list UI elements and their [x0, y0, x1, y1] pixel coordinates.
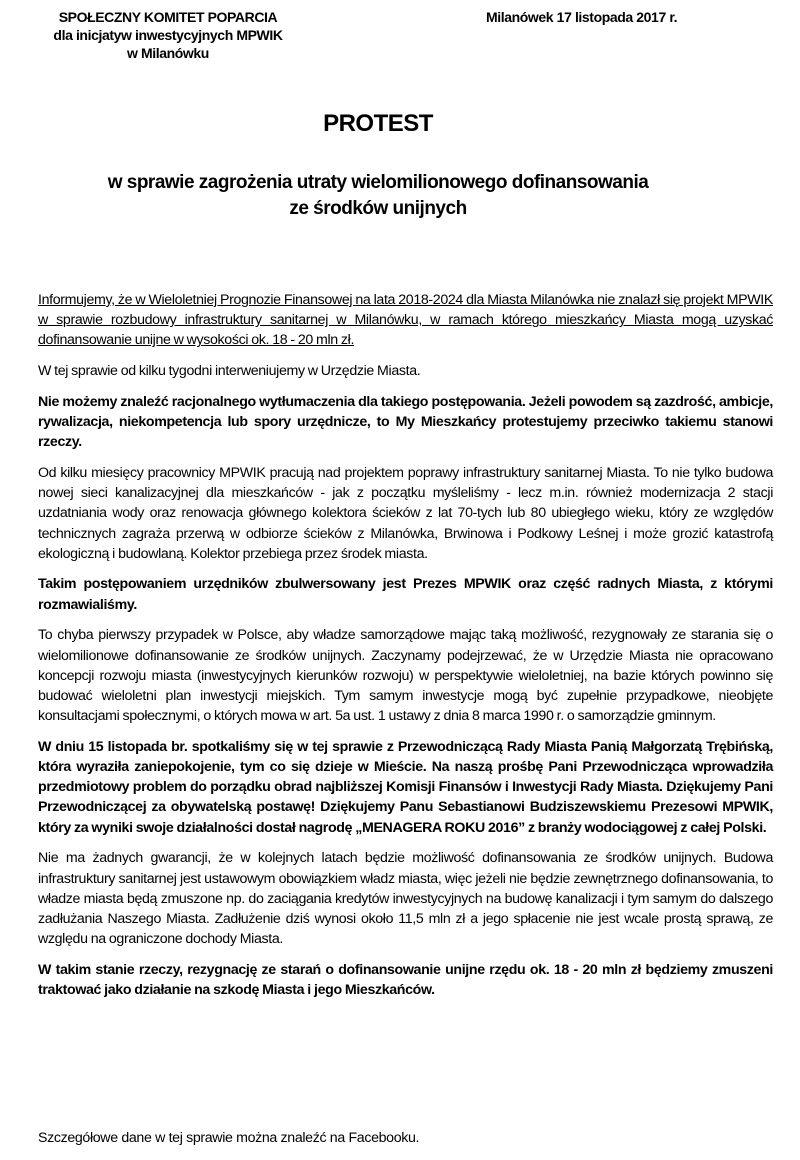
paragraph-first-case: To chyba pierwszy przypadek w Polsce, aby władze samorządowe mając taką możliwość, rezygnowały ze starania się o wielomilionowe dofinansowanie ze środków unijnych. Zaczynamy podejrzewać, że w Urzędzie Miasta nie opracowano koncepcji rozwoju miasta (inwestycyjnych kierunków rozwoju) w perspektywie wieloletniej, na bazie których powinno się budować wieloletni plan inwestycji miejskich. Tym samym inwestycje mogą być zupełnie przypadkowe, nieobjęte konsultacjami społecznymi, o których mowa w art. 5a ust. 1 ustawy z dnia 8 marca 1990 r. o samorządzie gminnym.	[38, 627, 773, 725]
organization-header	[28, 8, 308, 62]
paragraph-project: Od kilku miesięcy pracownicy MPWIK pracują nad projektem poprawy infrastruktury sanitarnej Miasta. To nie tylko budowa nowej sieci kanalizacyjnej dla mieszkańców - jak z początku myśleliśmy - lecz m.in. również modernizacja 2 stacji uzdatniania wody oraz renowacja głównego kolektora ścieków z lat 70-tych lub 80 ubiegłego wieku, który ze względów technicznych zagraża przerwą w odbiorze ścieków z Milanówka, Brwinowa i Podkowy Leśnej i może grozić katastrofą ekologiczną i budowlaną. Kolektor przebiega przez środek miasta.	[38, 464, 773, 562]
paragraph-intervention: W tej sprawie od kilku tygodni interweniujemy w Urzędzie Miasta.	[38, 363, 421, 380]
document-date: Milanówek 17 listopada 2017 r.	[486, 9, 678, 25]
org-subtitle: dla inicjatyw inwestycyjnych MPWIK	[53, 27, 283, 43]
paragraph-meeting: W dniu 15 listopada br. spotkaliśmy się w tej sprawie z Przewodniczącą Rady Miasta Panią Małgorzatą Trębińską, która wyraziła zaniepokojenie, tym co się dzieje w Mieście. Na naszą prośbę Pani Przewodnicząca wprowadziła przedmiotowy problem do porządku obrad najbliższej Komisji Finansów i Inwestycji Rady Miasta. Dziękujemy Pani Przewodniczącej za obywatelską postawę! Dziękujemy Panu Sebastianowi Budziszewskiemu Prezesowi MPWIK, który za wyniki swoje działalności dostał nagrodę „MENAGERA ROKU 2016” z branży wodociągowej z całej Polski.	[38, 738, 773, 836]
document-footer: Szczegółowe dane w tej sprawie można znaleźć na Facebooku.	[38, 1130, 420, 1146]
org-name: SPOŁECZNY KOMITET POPARCIA	[58, 9, 278, 25]
paragraph-protest: Nie możemy znaleźć racjonalnego wytłumaczenia dla takiego postępowania. Jeżeli powodem są zazdrość, ambicje, rywalizacja, niekompetencja lub spory urzędnicze, to My Mieszkańcy protestujemy przeciwko takiemu stanowi rzeczy.	[38, 393, 773, 451]
paragraph-guarantees: Nie ma żadnych gwarancji, że w kolejnych latach będzie możliwość dofinansowania ze środków unijnych. Budowa infrastruktury sanitarnej jest ustawowym obowiązkiem władz miasta, więc jeżeli nie będzie zewnętrznego dofinansowania, to władze miasta będą zmuszone np. do zaciągania kredytów inwestycyjnych na budowę kanalizacji i tym samym do dalszego zadłużania Naszego Miasta. Zadłużenie dziś wynosi około 11,5 mln zł a jego spłacenie nie jest wcale prostą sprawą, ze względu na ograniczone dochody Miasta.	[38, 850, 773, 948]
document-body	[38, 290, 773, 1011]
document-subtitle	[0, 170, 756, 222]
org-location: w Milanówku	[127, 45, 209, 61]
subtitle-line-1: w sprawie zagrożenia utraty wielomilionowego dofinansowania	[107, 172, 649, 193]
document-title: PROTEST	[323, 110, 433, 137]
subtitle-line-2: ze środków unijnych	[289, 198, 467, 219]
paragraph-president: Takim postępowaniem urzędników zbulwersowany jest Prezes MPWIK oraz część radnych Miasta, z którymi rozmawialiśmy.	[38, 576, 773, 613]
paragraph-conclusion: W takim stanie rzeczy, rezygnację ze starań o dofinansowanie unijne rzędu ok. 18 - 20 mln zł będziemy zmuszeni traktować jako działanie na szkodę Miasta i jego Mieszkańców.	[38, 961, 773, 999]
paragraph-intro: Informujemy, że w Wieloletniej Prognozie Finansowej na lata 2018-2024 dla Miasta Milanówka nie znalazł się projekt MPWIK w sprawie rozbudowy infrastruktury sanitarnej w Milanówku, w ramach którego mieszkańcy Miasta mogą uzyskać dofinansowanie unijne w wysokości ok. 18 - 20 mln zł.	[38, 292, 773, 349]
